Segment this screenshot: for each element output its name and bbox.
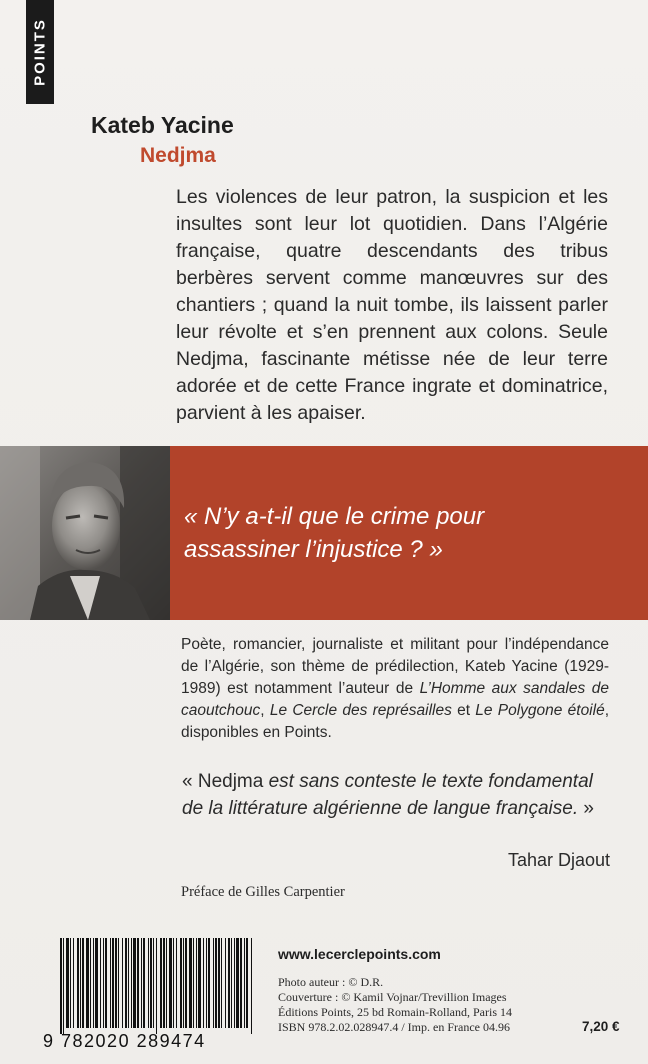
barcode-bar [231, 938, 232, 1028]
barcode-bar [141, 938, 142, 1028]
featured-quote-line-1: « N’y a-t-il que le crime pour [184, 503, 485, 530]
credit-line: Couverture : © Kamil Vojnar/Trevillion Images [278, 990, 507, 1004]
quote-band [170, 446, 648, 620]
barcode-bar [150, 938, 152, 1028]
bio-work-title: Le Polygone étoilé [475, 702, 605, 719]
price-label: 7,20 € [582, 1019, 620, 1034]
isbn-barcode [58, 938, 256, 1034]
barcode-bar [169, 938, 172, 1028]
barcode-bar [73, 938, 74, 1028]
book-blurb: Les violences de leur patron, la suspicion et les insultes sont leur lot quotidien. Dans l’Algérie française, quatre descendants des tribus berbères servent comme manœuvres sur des chantiers ; quand la nuit tombe, ils laissent parler leur révolte et s’en prennent aux colons. Seule Nedjma, fascinante métisse née de leur terre adorée et de cette France ingrate et dominatrice, parvient à les apaiser. [176, 186, 608, 424]
barcode-bar [193, 938, 194, 1028]
barcode-bar [228, 938, 230, 1028]
barcode-bar [100, 938, 101, 1028]
barcode-bar [206, 938, 207, 1028]
critic-quote-body: est sans conteste le texte fondamental de la littérature algérienne de langue française. [182, 771, 593, 819]
author-name: Kateb Yacine [91, 112, 234, 138]
barcode-bar [221, 938, 222, 1028]
barcode-bar [213, 938, 214, 1028]
barcode-bar [160, 938, 162, 1028]
author-biography [181, 634, 609, 744]
barcode-bar [112, 938, 114, 1028]
barcode-bar [128, 938, 129, 1028]
barcode-bar [236, 938, 239, 1028]
barcode-bar [143, 938, 145, 1028]
barcode-bar [90, 938, 91, 1028]
barcode-bar [105, 938, 107, 1028]
barcode-bar [125, 938, 127, 1028]
barcode-bar [118, 938, 119, 1028]
barcode-bar [80, 938, 81, 1028]
bio-text: , disponibles en Points. [181, 702, 610, 741]
publisher-logo [26, 0, 54, 104]
featured-quote [184, 500, 624, 566]
barcode-bar [148, 938, 149, 1028]
author-photo [0, 446, 170, 620]
credit-line: Éditions Points, 25 bd Romain-Rolland, Paris 14 [278, 1005, 513, 1019]
barcode-bar [215, 938, 217, 1028]
publisher-website[interactable]: www.lecerclepoints.com [278, 946, 441, 962]
barcode-bar [246, 938, 248, 1028]
book-title: Nedjma [140, 144, 216, 167]
bio-work-title: L’Homme aux sandales de caoutchouc [181, 680, 610, 719]
barcode-bar [166, 938, 167, 1028]
barcode-bar [180, 938, 182, 1028]
barcode-bar [196, 938, 197, 1028]
critic-quote-open: « Nedjma [182, 771, 269, 792]
bio-text: Poète, romancier, journaliste et militant pour l’indépendance de l’Algérie, son thème de prédilection, Kateb Yacine (1929-1989) est notamment l’auteur de [181, 636, 609, 697]
barcode-bar [208, 938, 210, 1028]
barcode-bar [122, 938, 123, 1028]
barcode-bar [176, 938, 177, 1028]
barcode-bar [218, 938, 220, 1028]
barcode-bar [66, 938, 69, 1028]
barcode-bar [185, 938, 187, 1028]
barcode-bar [93, 938, 94, 1028]
barcode-digits: 9 782020 289474 [43, 1031, 206, 1051]
barcode-bar [198, 938, 201, 1028]
barcode-bar [203, 938, 204, 1028]
preface-credit: Préface de Gilles Carpentier [181, 884, 345, 900]
barcode-bar [60, 938, 62, 1034]
barcode-bar [183, 938, 184, 1028]
barcode-bar [244, 938, 245, 1028]
critic-quote-close: » [578, 798, 594, 819]
barcode-bar [82, 938, 84, 1028]
barcode-bar [95, 938, 98, 1028]
barcode-bar [77, 938, 79, 1028]
barcode-bar [156, 938, 157, 1034]
barcode-bar [251, 938, 252, 1034]
critic-attribution: Tahar Djaout [507, 850, 610, 870]
barcode-bar [70, 938, 71, 1028]
barcode-bar [115, 938, 117, 1028]
bio-separator: et [451, 702, 476, 719]
barcode-bar [240, 938, 242, 1028]
bio-work-title: Le Cercle des représailles [269, 702, 452, 719]
credit-line: Photo auteur : © D.R. [278, 975, 384, 989]
barcode-bar [153, 938, 154, 1028]
featured-quote-line-2: assassiner l’injustice ? » [184, 536, 443, 563]
barcode-bar [163, 938, 165, 1028]
bio-separator: , [260, 702, 270, 719]
critic-quote [182, 768, 612, 822]
barcode-bar [189, 938, 192, 1028]
barcode-bar [110, 938, 111, 1028]
barcode-bar [234, 938, 235, 1028]
publisher-logo-text: POINTS [31, 18, 49, 86]
barcode-bar [86, 938, 89, 1028]
credit-line: ISBN 978.2.02.028947.4 / Imp. en France 04.96 [278, 1020, 510, 1034]
barcode-bar [137, 938, 139, 1028]
barcode-bar [103, 938, 104, 1028]
barcode-bar [133, 938, 136, 1028]
barcode-bar [63, 938, 64, 1034]
barcode-bar [131, 938, 132, 1028]
credits-block [278, 975, 512, 1035]
barcode-bar [225, 938, 226, 1028]
barcode-bar [173, 938, 174, 1028]
